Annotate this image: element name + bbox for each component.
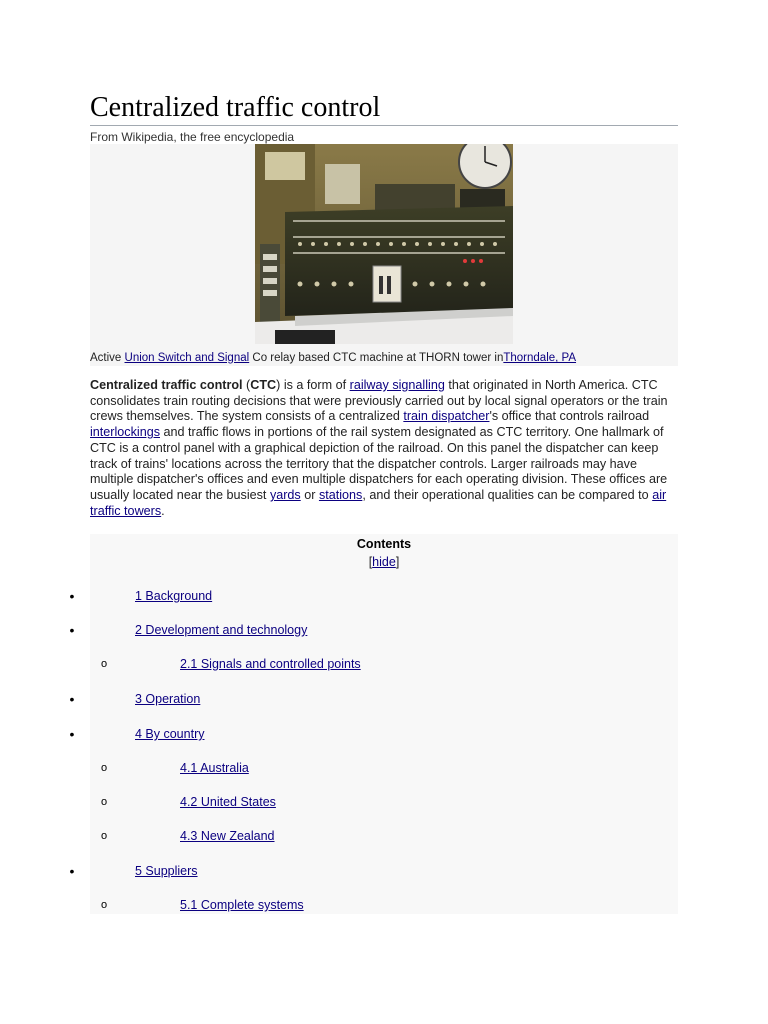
toc-item	[0, 725, 700, 743]
toc-item	[0, 759, 700, 777]
toc-item	[0, 793, 700, 811]
toc-bullet: •	[69, 588, 75, 604]
ctc-machine-image	[255, 144, 513, 344]
page-title: Centralized traffic control	[90, 92, 381, 123]
toc-link[interactable]: 4.1 Australia	[180, 761, 249, 775]
intro-paragraph: Centralized traffic control (CTC) is a form of railway signalling that originated in North America. CTC consolidates train routing decisions that were previously carried out by local signal operators or the train crews themselves. The system consists of a centralized train dispatcher's office that controls railroad interlockings and traffic flows in portions of the rail system designated as CTC territory. One hallmark of CTC is a control panel with a graphical depiction of the railroad. On this panel the dispatcher can keep track of trains' locations across the territory that the dispatcher controls. Larger railroads may have multiple dispatcher's offices and even multiple dispatchers for each operating division. These offices are usually located near the busiest yards or stations, and their operational qualities can be compared to air traffic towers.	[90, 378, 668, 518]
union-switch-signal-link[interactable]: Union Switch and Signal	[124, 352, 250, 364]
toc-link[interactable]: 5 Suppliers	[135, 864, 198, 878]
toc-link[interactable]: 3 Operation	[135, 692, 201, 706]
toc-hide-link[interactable]: hide	[372, 555, 396, 569]
interlockings-link[interactable]: interlockings	[90, 425, 160, 440]
figure	[90, 144, 678, 366]
railway-signalling-link[interactable]: railway signalling	[349, 378, 445, 392]
toc-bullet: •	[69, 726, 75, 742]
toc-item	[0, 690, 700, 708]
toc-link[interactable]: 4.2 United States	[180, 795, 276, 809]
toc-bullet: •	[69, 691, 75, 707]
yards-link[interactable]: yards	[269, 487, 301, 502]
figure-caption: Active Union Switch and Signal Co relay based CTC machine at THORN tower inThorndale, PA	[90, 352, 577, 364]
train-dispatcher-link[interactable]: train dispatcher	[403, 409, 490, 424]
toc-bullet: •	[69, 863, 75, 879]
toc-subbullet: o	[100, 796, 108, 808]
toc-link[interactable]: 2.1 Signals and controlled points	[180, 657, 361, 671]
toc-link[interactable]: 5.1 Complete systems	[180, 898, 304, 912]
ctc-machine-photo[interactable]	[255, 144, 513, 344]
toc-link[interactable]: 4.3 New Zealand	[180, 829, 275, 843]
toc-item	[0, 862, 700, 880]
thorndale-pa-link[interactable]: Thorndale, PA	[503, 352, 577, 364]
toc-link[interactable]: 2 Development and technology	[135, 623, 308, 637]
toc-hide-control: [hide]	[368, 555, 400, 569]
toc-title: Contents	[356, 537, 412, 551]
toc-item	[0, 587, 700, 605]
toc-item	[0, 896, 700, 914]
toc-subbullet: o	[100, 830, 108, 842]
toc-bullet: •	[69, 622, 75, 638]
title-divider	[90, 125, 678, 126]
toc-subbullet: o	[100, 762, 108, 774]
stations-link[interactable]: stations	[318, 487, 363, 502]
toc-item	[0, 621, 700, 639]
page-subtitle: From Wikipedia, the free encyclopedia	[90, 130, 295, 144]
toc-subbullet: o	[100, 899, 108, 911]
toc-link[interactable]: 4 By country	[135, 727, 205, 741]
toc-link[interactable]: 1 Background	[135, 589, 213, 603]
toc-item	[0, 655, 700, 673]
air-traffic-towers-link[interactable]: air traffic towers	[90, 487, 667, 518]
toc-subbullet: o	[100, 658, 108, 670]
toc-item	[0, 827, 700, 845]
